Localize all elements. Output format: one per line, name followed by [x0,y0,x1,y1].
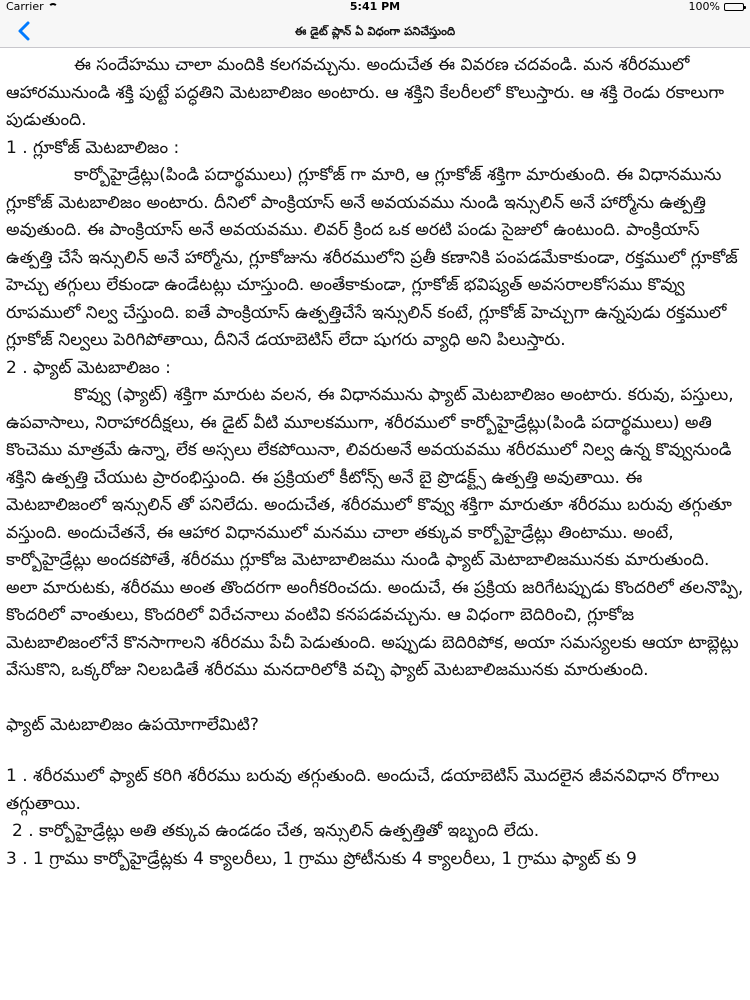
section-heading-glucose: 1 . గ్లూకోజ్ మెటబాలిజం : [6,137,180,158]
battery-info [689,0,744,14]
back-button[interactable] [14,20,36,42]
article-body[interactable] [0,48,750,1000]
section-heading-fat: 2 . ఫ్యాట్ మెటబాలిజం : [6,357,171,378]
benefit-item-2: 2 . కార్బోహైడ్రేట్లు అతి తక్కువ ఉండడం చేత, ఇన్సులిన్ ఉత్పత్తితో ఇబ్బంది లేదు. [12,821,540,841]
intro-paragraph: ఈ సందేహము చాలా మందికి కలగవచ్చును. అందుచేత ఈ వివరణ చదవండి. మన శరీరములో ఆహారమునుండి శక్తి పుట్టే పద్ధతిని మెటబాలిజం అంటారు. ఆ శక్తిని కేలరీలలో కొలుస్తారు. ఆ శక్తి రెండు రకాలుగా పుడుతుంది. [6,55,724,130]
battery-percent: 100% [688,0,720,13]
fat-paragraph: కొవ్వు (ఫ్యాట్) శక్తిగా మారుట వలన, ఈ విధానమును ఫ్యాట్ మెటబాలిజం అంటారు. కరువు, పస్తులు, ఉపవాసాలు, నిరాహారదీక్షలు, ఈ డైట్ వీటి మూలకముగా, శరీరములో కార్బోహైడ్రేట్లు(పిండి పదార్థములు) అతి కొంచెము మాత్రమే ఉన్నా, లేక అస్సలు లేకపోయినా, లివరుఅనే అవయవము శరీరములో నిల్వ ఉన్న కొవ్వునుండి శక్తిని ఉత్పత్తి చేయుట ప్రారంభిస్తుంది. ఈ ప్రక్రియలో కీటోన్స్ అనే బై ప్రొడక్ట్స్ ఉత్పత్తి అవుతాయి. ఈ మెటబాలిజంలో ఇన్సులిన్ తో పనిలేదు. అందుచేత, శరీరములో కొవ్వు శక్తిగా మారుతూ శరీరము బరువు తగ్గుతూ వస్తుంది. అందుచేతనే, ఈ ఆహార విధానములో మనము చాలా తక్కువ కార్బోహైడ్రేట్లు తింటాము. అంటే, కార్బోహైడ్రేట్లు అందకపోతే, శరీరము గ్లూకోజ మెటాబాలిజము నుండి ఫ్యాట్ మెటాబాలిజమునకు మారుతుంది. అలా మారుటకు, శరీరము అంత తొందరగా అంగీకరించదు. అందుచే, ఈ ప్రక్రియ జరిగేటప్పుడు కొందరిలో తలనొప్పి, కొందరిలో వాంతులు, కొందరిలో విరేచనాలు వంటివి కనపడవచ్చును. ఆ విధంగా బెదిరించి, గ్లూకోజ మెటబాలిజంలోనే కొనసాగాలని శరీరము పేచీ పెడుతుంది. అప్పుడు బెదిరిపోక, అయా సమస్యలకు ఆయా టాబ్లెట్లు వేసుకొని, ఒక్కరోజు నిలబడితే శరీరము మనదారిలోకి వచ్చి ఫ్యాట్ మెటబాలిజమునకు మారుతుంది. [6,385,744,680]
glucose-paragraph: కార్బోహైడ్రేట్లు(పిండి పదార్థములు) గ్లూకోజ్ గా మారి, ఆ గ్లూకోజ్ శక్తిగా మారుతుంది. ఈ విధానమును గ్లూకోజ్ మెటబాలిజం అంటారు. దీనిలో పాంక్రియాస్ అనే అవయవము నుండి ఇన్సులిన్ అనే హార్మోను ఉత్పత్తి అవుతుంది. ఈ పాంక్రియాస్ అనే అవయవము. లివర్ క్రింద ఒక అరటి పండు సైజులో ఉంటుంది. పాంక్రియాస్ ఉత్పత్తి చేసే ఇన్సులిన్ అనే హార్మోను, గ్లూకోజును శరీరములోని ప్రతీ కణానికి పంపడమేకాకుండా, రక్తములో గ్లూకోజ్ హెచ్చు తగ్గులు లేకుండా ఉండేటట్లు చూస్తుంది. అంతేకాకుండా, గ్లూకోజ్ భవిష్యత్ అవసరాలకోసము కొవ్వు రూపములో నిల్వ చేస్తుంది. ఐతే పాంక్రియాస్ ఉత్పత్తిచేసే ఇన్సులిన్ కంటే, గ్లూకోజ్ హెచ్చుగా ఉన్నపుడు రక్తములో గ్లూకోజ్ నిల్వలు పెరిగిపోతాయి, దీనినే డయాబెటిస్ లేదా షుగరు వ్యాధి అని పిలుస్తారు. [6,165,738,350]
benefits-question: ఫ్యాట్ మెటబాలిజం ఉపయోగాలేమిటి? [6,714,259,735]
battery-icon [724,3,744,11]
carrier-label: Carrier [6,0,44,13]
status-time: 5:41 PM [349,0,401,13]
page-title: ఈ డైట్ ప్లాన్ ఏ విధంగా పనిచేస్తుంది [294,24,456,38]
navigation-bar [0,14,750,48]
benefit-item-1: 1 . శరీరములో ఫ్యాట్ కరిగి శరీరము బరువు తగ్గుతుంది. అందుచే, డయాబెటిస్ మొదలైన జీవనవిధాన రోగాలు తగ్గుతాయి. [6,766,720,814]
status-bar [0,0,750,14]
chevron-left-icon [14,20,36,42]
benefit-item-3: 3 . 1 గ్రాము కార్బోహైడ్రేట్లకు 4 క్యాలరీలు, 1 గ్రాము ప్రోటీనుకు 4 క్యాలరీలు, 1 గ్రాము ఫ్యాట్ కు 9 [6,848,637,869]
